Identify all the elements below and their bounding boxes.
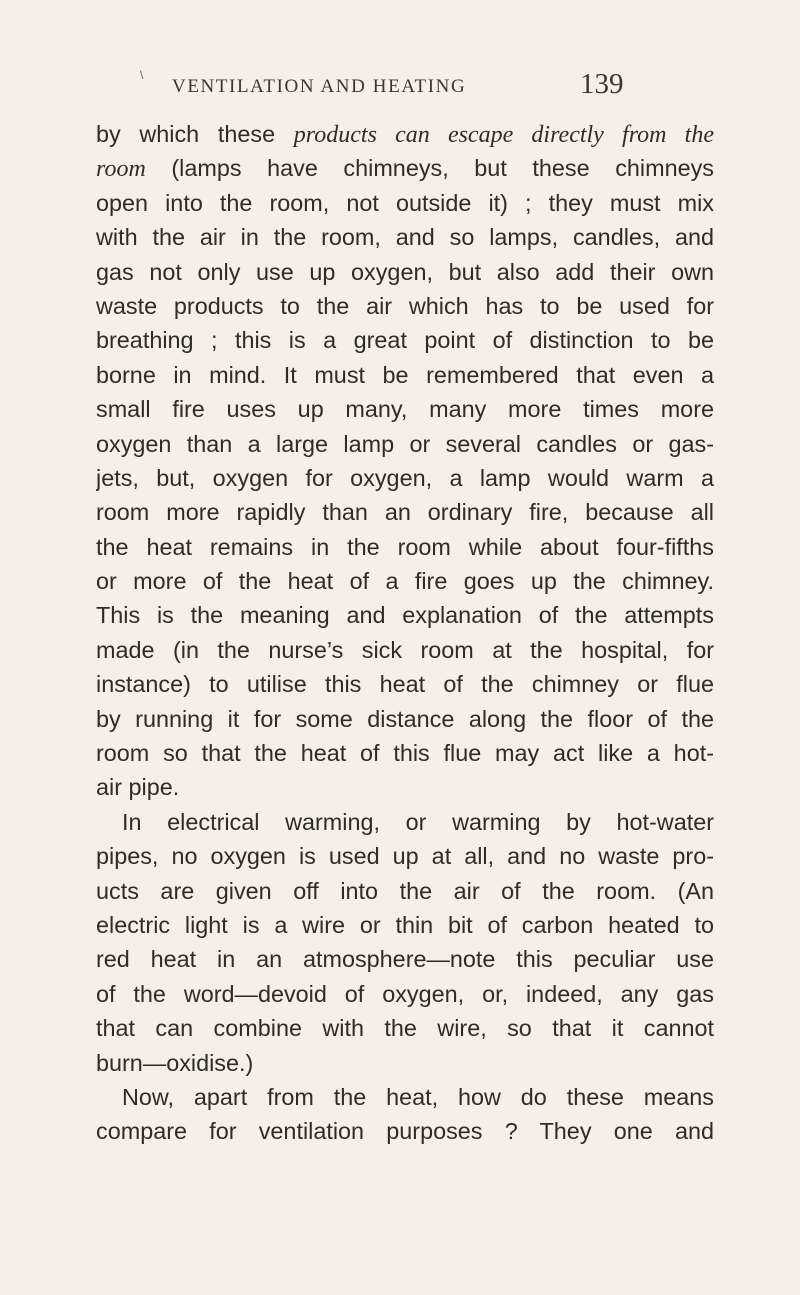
text-line: electric light is a wire or thin bit of carbon heated to	[96, 911, 714, 938]
text-line: small fire uses up many, many more times more	[96, 396, 714, 423]
running-header-title: VENTILATION AND HEATING	[172, 76, 467, 97]
text-line: instance) to utilise this heat of the chimney or flue	[96, 671, 714, 698]
text-line: borne in mind. It must be remembered that even a	[96, 361, 714, 388]
text-line: room (lamps have chimneys, but these chimneys	[96, 155, 714, 183]
text-line: air pipe.	[96, 774, 180, 801]
text-line: Now, apart from the heat, how do these means	[122, 1083, 714, 1110]
text-line: room so that the heat of this flue may act like a hot-	[96, 740, 714, 767]
text-line: oxygen than a large lamp or several candles or gas-	[96, 430, 714, 457]
text-line: ucts are given off into the air of the room. (An	[96, 877, 714, 904]
text-line: by running it for some distance along the floor of the	[96, 705, 714, 732]
italic-phrase: room	[96, 156, 146, 183]
text-line: gas not only use up oxygen, but also add their own	[96, 258, 714, 285]
running-header	[0, 66, 800, 106]
text-line: room more rapidly than an ordinary fire, because all	[96, 499, 714, 526]
text-line: the heat remains in the room while about four-fifths	[96, 533, 714, 560]
body-text	[96, 117, 714, 1149]
text-line: This is the meaning and explanation of the attempts	[96, 602, 714, 629]
italic-phrase: products can escape directly from the	[293, 122, 714, 148]
text-line: open into the room, not outside it) ; they must mix	[96, 189, 714, 216]
text-line: pipes, no oxygen is used up at all, and no waste pro-	[96, 843, 714, 870]
text-line: or more of the heat of a fire goes up the chimney.	[96, 568, 714, 595]
text-line: with the air in the room, and so lamps, candles, and	[96, 224, 714, 251]
text-line: jets, but, oxygen for oxygen, a lamp would warm a	[96, 464, 714, 491]
text-line: made (in the nurse’s sick room at the hospital, for	[96, 636, 714, 663]
text-line: that can combine with the wire, so that it cannot	[96, 1015, 714, 1042]
page-number: 139	[580, 68, 624, 100]
text-line: burn—oxidise.)	[96, 1049, 254, 1076]
text-line: red heat in an atmosphere—note this peculiar use	[96, 946, 714, 973]
stray-mark: \	[140, 68, 144, 82]
text-line: In electrical warming, or warming by hot-water	[122, 808, 714, 835]
text-line: of the word—devoid of oxygen, or, indeed, any gas	[96, 980, 714, 1007]
text-line: waste products to the air which has to be used for	[96, 292, 714, 319]
text-line: breathing ; this is a great point of distinction to be	[96, 327, 714, 354]
text-line: by which these products can escape directly from the	[96, 121, 714, 148]
text-line: compare for ventilation purposes ? They one and	[96, 1118, 714, 1145]
